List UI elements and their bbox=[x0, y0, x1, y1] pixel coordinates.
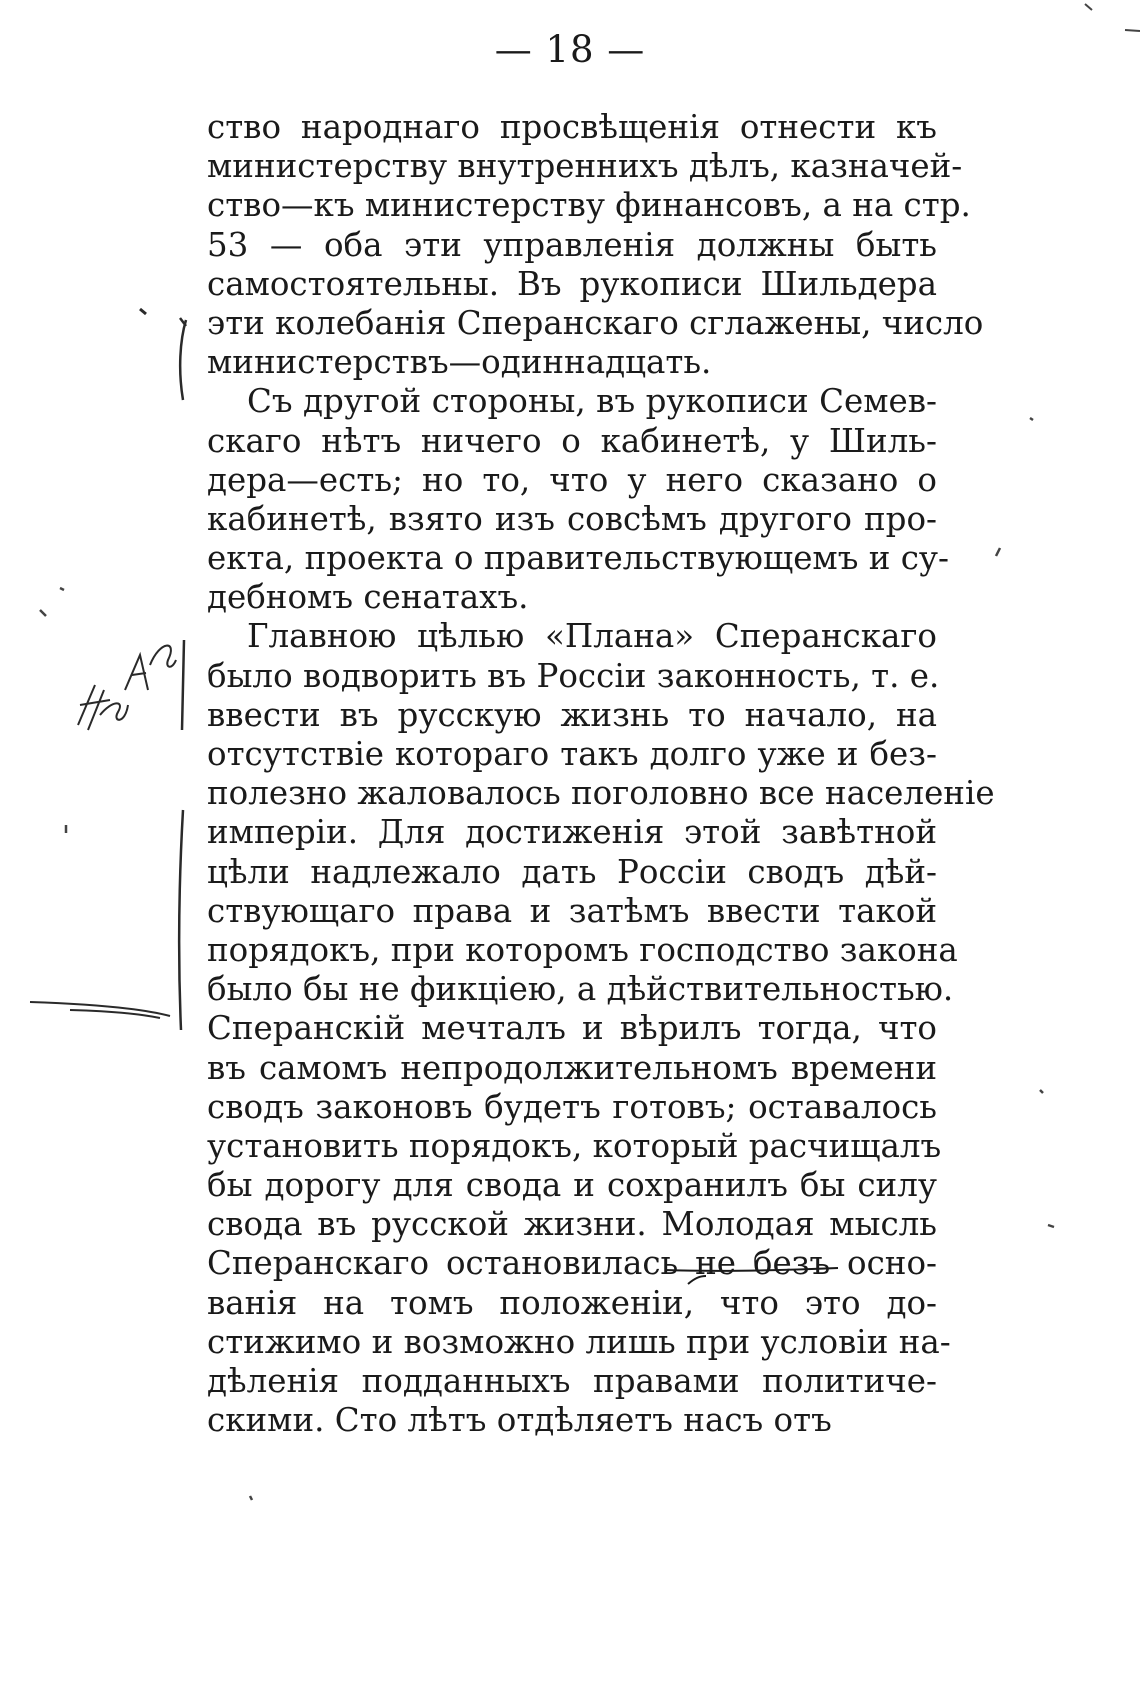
text-line: Сперанскаго остановилась не безъ осно- bbox=[207, 1244, 937, 1283]
text-line: ввести въ русскую жизнь то начало, на bbox=[207, 695, 937, 734]
text-line: полезно жаловалось поголовно все населеніе bbox=[207, 774, 995, 813]
text-line: ствующаго права и затѣмъ ввести такой bbox=[207, 891, 937, 930]
margin-vertical-line-mark bbox=[179, 640, 184, 1030]
page-number: — 18 — bbox=[494, 28, 646, 71]
text-line: установить порядокъ, который расчищалъ bbox=[207, 1126, 942, 1165]
text-line: бы дорогу для свода и сохранилъ бы силу bbox=[207, 1166, 937, 1205]
text-line: скими. Сто лѣтъ отдѣляетъ насъ отъ bbox=[207, 1401, 832, 1440]
corner-dash-mark bbox=[1085, 4, 1140, 31]
text-line: Съ другой стороны, въ рукописи Семев- bbox=[247, 382, 937, 421]
margin-speck-mark bbox=[40, 418, 1054, 1500]
margin-horizontal-mark bbox=[30, 1002, 170, 1018]
text-line: дебномъ сенатахъ. bbox=[207, 578, 529, 617]
text-line: отсутствіе котораго такъ долго уже и без- bbox=[207, 735, 937, 773]
text-line: самостоятельны. Въ рукописи Шильдера bbox=[207, 264, 937, 303]
text-underline-mark bbox=[665, 1268, 838, 1284]
text-line: сводъ законовъ будетъ готовъ; оставалось bbox=[207, 1087, 937, 1126]
text-line: цѣли надлежало дать Россіи сводъ дѣй- bbox=[207, 852, 937, 891]
text-line: 53 — оба эти управленія должны быть bbox=[207, 225, 937, 264]
text-line: ство—къ министерству финансовъ, а на стр. bbox=[207, 186, 971, 225]
text-line: Главною цѣлью «Плана» Сперанскаго bbox=[247, 617, 937, 656]
text-line: кабинетѣ, взято изъ совсѣмъ другого про- bbox=[207, 499, 937, 538]
text-line: порядокъ, при которомъ господство закона bbox=[207, 930, 958, 969]
text-line: было водворить въ Россіи законность, т. е. bbox=[207, 656, 940, 695]
text-line: въ самомъ непродолжительномъ времени bbox=[207, 1048, 937, 1087]
text-line: ванія на томъ положеніи, что это до- bbox=[207, 1283, 937, 1322]
text-line: имперіи. Для достиженія этой завѣтной bbox=[207, 813, 937, 852]
text-line: было бы не фикціею, а дѣйствительностью. bbox=[207, 970, 954, 1009]
text-line: скаго нѣтъ ничего о кабинетѣ, у Шиль- bbox=[207, 421, 937, 460]
text-line: свода въ русской жизни. Молодая мысль bbox=[207, 1205, 937, 1244]
margin-dot-mark bbox=[140, 309, 146, 314]
text-line: министерствъ—одиннадцать. bbox=[207, 343, 712, 382]
text-line: дѣленія подданныхъ правами политиче- bbox=[207, 1362, 937, 1400]
text-line: дера—есть; но то, что у него сказано о bbox=[207, 460, 937, 499]
text-line: ство народнаго просвѣщенія отнести къ bbox=[207, 108, 937, 146]
text-line: екта, проекта о правительствующемъ и су- bbox=[207, 539, 950, 578]
margin-bracket-mark bbox=[180, 318, 186, 400]
text-line: Сперанскій мечталъ и вѣрилъ тогда, что bbox=[207, 1009, 937, 1048]
text-line: стижимо и возможно лишь при условіи на- bbox=[207, 1322, 951, 1361]
text-line: эти колебанія Сперанскаго сглажены, число bbox=[207, 303, 984, 342]
handwritten-note-mark bbox=[78, 646, 176, 730]
text-line: министерству внутреннихъ дѣлъ, казначей- bbox=[207, 147, 963, 186]
